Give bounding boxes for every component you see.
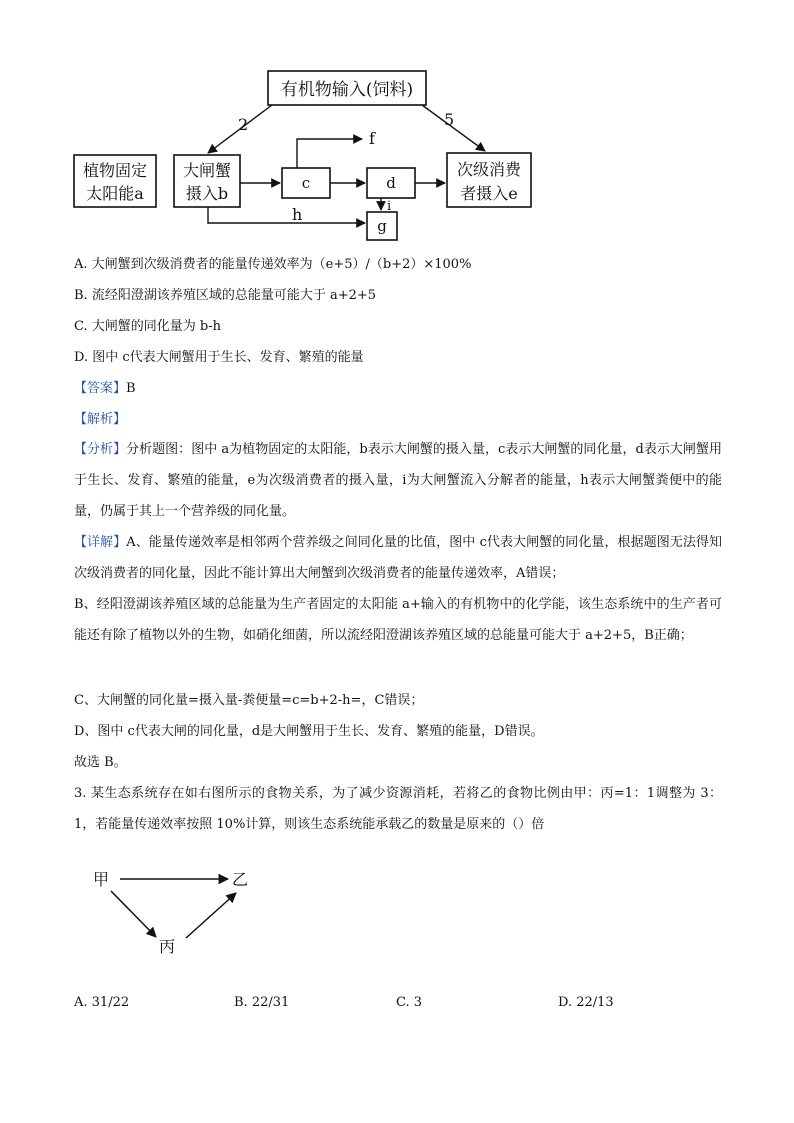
c-label: c [301,174,311,192]
analysis-heading [74,411,126,429]
analysis-tag: 【解析】 [74,412,127,427]
crab-label-2: 摄入b [185,184,229,203]
q2-option-a: A. 大闸蟹到次级消费者的能量传递效率为（e+5）/（b+2）×100% [74,257,472,272]
feed-input-label: 有机物输入(饲料) [280,80,414,100]
xiangjie-tag: 【详解】 [74,535,127,550]
xiangjie-paragraph-a [74,527,722,589]
q2-option-d: D. 图中 c代表大闸蟹用于生长、发育、繁殖的能量 [74,350,364,365]
d-label: d [386,174,396,192]
bing-label: 丙 [159,937,176,956]
fenxi-tag: 【分析】 [74,442,127,457]
q3-stem: 3. 某生态系统存在如右图所示的食物关系，为了减少资源消耗，若将乙的食物比例由甲：丙=1：1调整为 3：1，若能量传递效率按照 10%计算，则该生态系统能承载乙的数量是原来的（）倍 [74,786,722,832]
q3-option-b: B. 22/31 [234,995,290,1010]
fenxi-paragraph [74,434,722,527]
q2-option-b: B. 流经阳澄湖该养殖区域的总能量可能大于 a+2+5 [74,288,377,303]
q3-option-d: D. 22/13 [558,995,614,1010]
q3-option-a: A. 31/22 [74,995,130,1010]
xiangjie-paragraph-d: D、图中 c代表大闸的同化量，d是大闸蟹用于生长、发育、繁殖的能量，D错误。 [74,724,544,739]
answer-line [74,380,136,398]
food-web-diagram [80,862,340,962]
h-label: h [292,205,303,224]
crab-label-1: 大闸蟹 [182,161,232,180]
arrow-bing-to-yi [186,893,236,938]
xiangjie-paragraph-b: B、经阳澄湖该养殖区域的总能量为生产者固定的太阳能 a+输入的有机物中的化学能，该生态系统中的生产者可能还有除了植物以外的生物，如硝化细菌，所以流经阳澄湖该养殖区域的总能量可能大于 a+2+5，B正确； [74,597,722,643]
consumer-label-1: 次级消费 [456,160,522,179]
answer-tag: 【答案】 [74,381,127,396]
yi-label: 乙 [232,870,249,889]
g-label: g [377,217,387,235]
energy-flow-diagram [0,0,794,250]
fenxi-text: 分析题图：图中 a为植物固定的太阳能，b表示大闸蟹的摄入量，c表示大闸蟹的同化量，d表示大闸蟹用于生长、发育、繁殖的能量，e为次级消费者的摄入量，i为大闸蟹流入分解者的能量，h表示大闸蟹粪便中的能量，仍属于其上一个营养级的同化量。 [74,442,722,519]
jia-label: 甲 [93,870,110,889]
xiangjie-a-text: A、能量传递效率是相邻两个营养级之间同化量的比值，图中 c代表大闸蟹的同化量，根据题图无法得知次级消费者的同化量，因此不能计算出大闸蟹到次级消费者的能量传递效率，A错误； [74,535,722,581]
i-label: i [387,199,392,214]
answer-value: B [126,381,136,396]
arrow-jia-to-bing [111,891,156,937]
conclusion-line: 故选 B。 [74,755,127,770]
num-left-label: 2 [238,115,249,134]
consumer-label-2: 者摄入e [460,184,518,203]
plant-label-2: 太阳能a [86,184,144,203]
arrow-c-to-f [297,139,362,168]
q2-option-c: C. 大闸蟹的同化量为 b-h [74,319,221,334]
arrow-crab-to-g [208,207,365,223]
q3-option-c: C. 3 [396,995,423,1010]
plant-label-1: 植物固定 [82,161,148,180]
xiangjie-paragraph-c: C、大闸蟹的同化量=摄入量-粪便量=c=b+2-h=，C错误； [74,693,424,708]
num-right-label: 5 [444,110,455,129]
f-label: f [369,129,375,148]
